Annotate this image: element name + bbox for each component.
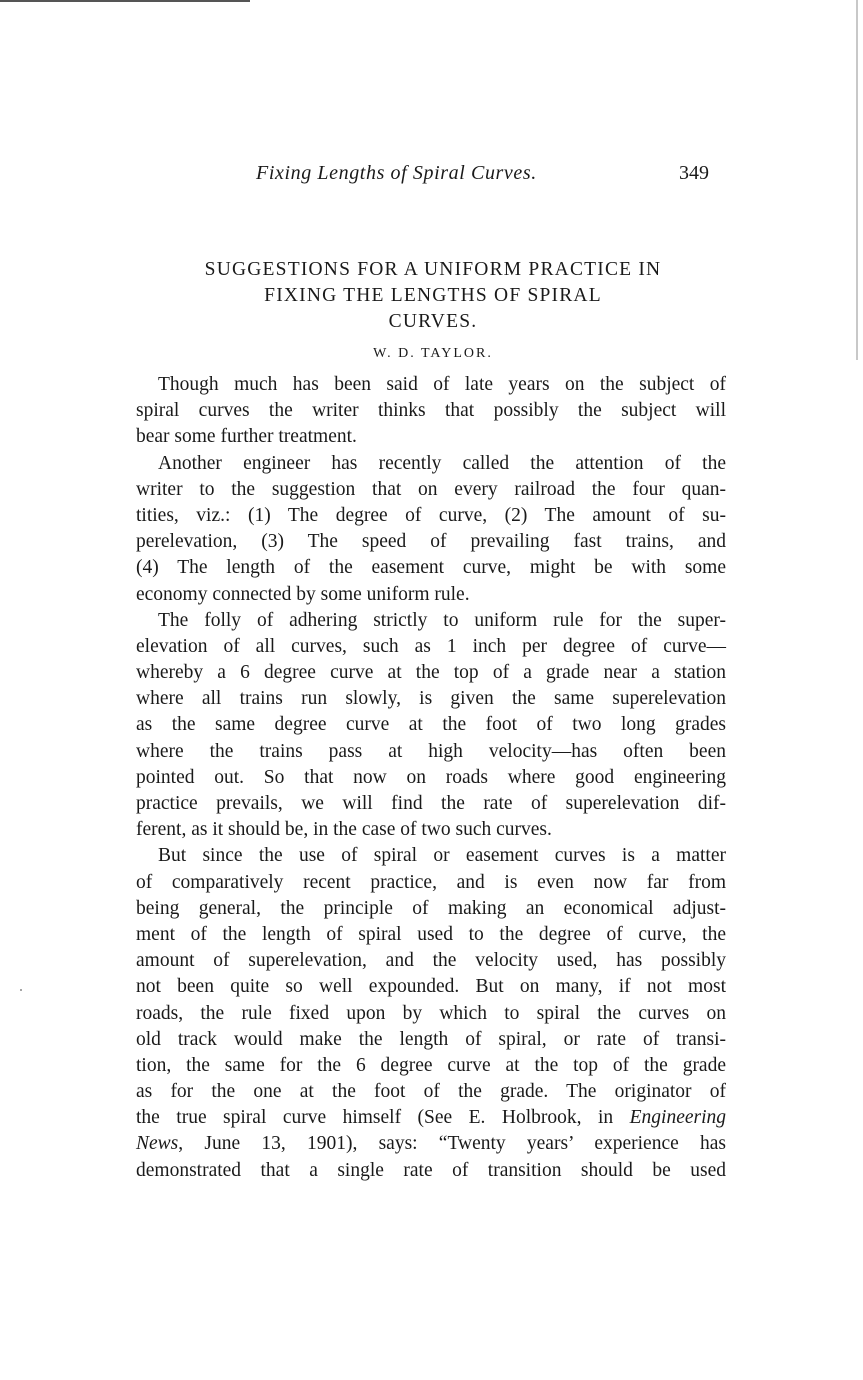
article-title — [140, 257, 726, 335]
body-line: But since the use of spiral or easement curves is a matter — [158, 845, 726, 867]
body-line: ferent, as it should be, in the case of two such curves. — [136, 819, 552, 841]
article-title-line: FIXING THE LENGTHS OF SPIRAL — [264, 285, 602, 306]
article-title-line: CURVES. — [388, 311, 478, 332]
author-byline: W. D. TAYLOR. — [373, 346, 493, 361]
body-line: whereby a 6 degree curve at the top of a grade near a station — [136, 662, 726, 684]
body-line: being general, the principle of making an economical adjust- — [136, 897, 726, 919]
body-line: where all trains run slowly, is given the same superelevation — [136, 688, 726, 710]
body-line — [136, 1131, 726, 1157]
body-line: where the trains pass at high velocity—has often been — [136, 740, 726, 762]
article-title-line: SUGGESTIONS FOR A UNIFORM PRACTICE IN — [204, 259, 662, 280]
body-line — [136, 1105, 726, 1131]
citation-italic: Engineering — [629, 1107, 727, 1129]
body-line: tion, the same for the 6 degree curve at the top of the grade — [136, 1054, 726, 1076]
citation-italic: News — [136, 1133, 179, 1155]
body-line: as for the one at the foot of the grade. The originator of — [136, 1081, 726, 1103]
body-line: old track would make the length of spiral, or rate of transi- — [136, 1028, 726, 1050]
body-line: of comparatively recent practice, and is even now far from — [136, 871, 726, 893]
body-line: The folly of adhering strictly to uniform rule for the super- — [158, 609, 726, 631]
body-line: (4) The length of the easement curve, might be with some — [136, 557, 726, 579]
body-line: ment of the length of spiral used to the degree of curve, the — [136, 923, 726, 945]
running-head — [0, 162, 863, 192]
running-head-title: Fixing Lengths of Spiral Curves. — [256, 162, 537, 184]
margin-speck — [20, 989, 22, 991]
body-line: not been quite so well expounded. But on many, if not most — [136, 976, 726, 998]
body-line: writer to the suggestion that on every railroad the four quan- — [136, 478, 726, 500]
body-line: tities, viz.: (1) The degree of curve, (2) The amount of su- — [136, 504, 726, 526]
body-line: spiral curves the writer thinks that possibly the subject will — [136, 400, 726, 422]
body-line: Though much has been said of late years on the subject of — [158, 374, 726, 395]
body-line: economy connected by some uniform rule. — [136, 583, 470, 605]
body-line: practice prevails, we will find the rate of superelevation dif- — [136, 793, 726, 814]
body-line: bear some further treatment. — [136, 426, 357, 448]
body-line: as the same degree curve at the foot of two long grades — [136, 714, 726, 736]
top-edge-rule — [0, 0, 250, 2]
body-line: elevation of all curves, such as 1 inch per degree of curve— — [136, 635, 726, 657]
article-body — [136, 372, 726, 1184]
body-line: amount of superelevation, and the velocity used, has possibly — [136, 950, 726, 972]
body-line: pointed out. So that now on roads where good engineering — [136, 766, 726, 788]
body-line-text: the true spiral curve himself (See E. Holbrook, in — [136, 1107, 614, 1129]
body-line: demonstrated that a single rate of transition should be used — [136, 1159, 726, 1181]
body-line: roads, the rule fixed upon by which to spiral the curves on — [136, 1002, 726, 1024]
page-number: 349 — [679, 162, 709, 184]
body-line: perelevation, (3) The speed of prevailing fast trains, and — [136, 531, 726, 553]
body-line: Another engineer has recently called the attention of the — [158, 452, 726, 474]
body-line-text: , June 13, 1901), says: “Twenty years’ experience has — [178, 1133, 726, 1155]
